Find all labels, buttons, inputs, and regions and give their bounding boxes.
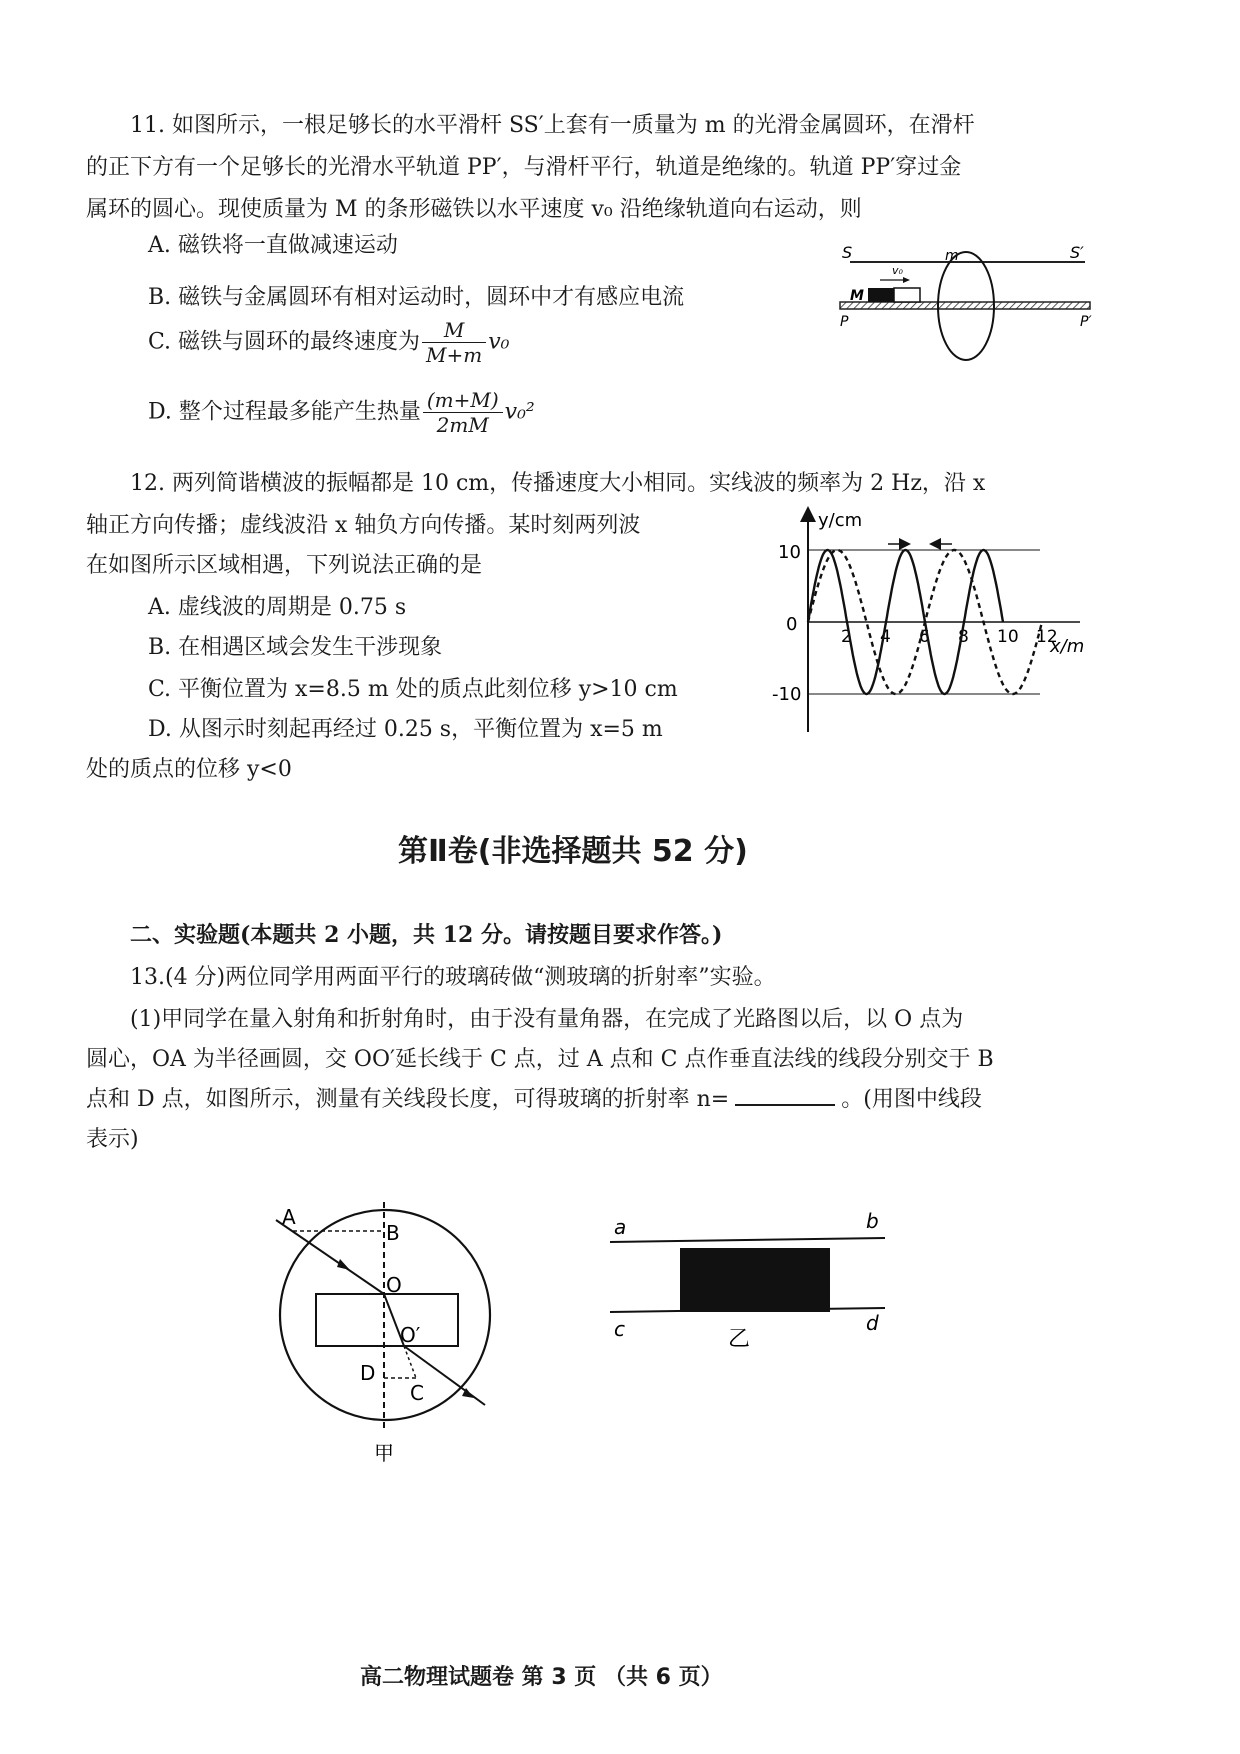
- section-2-title: 第Ⅱ卷(非选择题共 52 分): [398, 834, 748, 869]
- q11-line1: 11. 如图所示，一根足够长的水平滑杆 SS′上套有一质量为 m 的光滑金属圆环，在滑杆: [130, 113, 975, 138]
- ring-label-m: m: [945, 248, 959, 264]
- point-d-lower-label: d: [866, 1311, 879, 1335]
- point-d-label: D: [360, 1361, 376, 1385]
- point-b-label: B: [386, 1221, 400, 1245]
- incident-arrow-head: [337, 1259, 350, 1270]
- q11-option-d-suffix: v₀²: [504, 399, 535, 425]
- q11-option-c-prefix: C. 磁铁与圆环的最终速度为: [148, 329, 421, 355]
- magnet-label-m: M: [850, 288, 864, 304]
- x-axis-label: x/m: [1050, 636, 1085, 657]
- q13-part1-line1: (1)甲同学在量入射角和折射角时，由于没有量角器，在完成了光路图以后，以 O 点为: [130, 1007, 964, 1032]
- q13-part1-line4: 表示): [86, 1127, 139, 1152]
- q12-option-c: C. 平衡位置为 x=8.5 m 处的质点此刻位移 y>10 cm: [148, 677, 678, 702]
- q11-option-d-prefix: D. 整个过程最多能产生热量: [148, 399, 421, 425]
- magnet-light-half: [894, 288, 920, 302]
- q11-option-b: B. 磁铁与金属圆环有相对运动时，圆环中才有感应电流: [148, 285, 685, 310]
- q11-line2: 的正下方有一个足够长的光滑水平轨道 PP′，与滑杆平行，轨道是绝缘的。轨道 PP′穿过金: [86, 155, 962, 180]
- q11-option-c-suffix: v₀: [488, 329, 510, 355]
- q11-line3: 属环的圆心。现使质量为 M 的条形磁铁以水平速度 v₀ 沿绝缘轨道向右运动，则: [86, 197, 862, 222]
- wave-graph: [760, 500, 1100, 740]
- figure-yi: [610, 1200, 910, 1350]
- insulated-track: [840, 302, 1090, 309]
- y-axis-label: y/cm: [818, 510, 863, 531]
- point-a-lower-label: a: [614, 1215, 627, 1239]
- q11-option-c-denominator: M+m: [426, 343, 483, 367]
- q11-option-d: [148, 388, 535, 437]
- q12-option-b: B. 在相遇区域会发生干涉现象: [148, 635, 443, 660]
- q13-part1-line3-tail: 。(用图中线段: [841, 1087, 982, 1112]
- q11-option-a: A. 磁铁将一直做减速运动: [148, 233, 398, 258]
- x-tick-10: 10: [997, 627, 1019, 647]
- q11-option-d-numerator: (m+M): [423, 388, 503, 413]
- y-tick-neg10: -10: [772, 684, 802, 705]
- page-footer: 高二物理试题卷 第 3 页 （共 6 页）: [360, 1665, 723, 1690]
- figure-jia: [260, 1200, 520, 1470]
- q13-part1-line2: 圆心，OA 为半径画圆，交 OO′延长线于 C 点，过 A 点和 C 点作垂直法线的线段分别交于 B: [86, 1047, 994, 1072]
- q11-option-c-numerator: M: [422, 318, 486, 343]
- q11-option-c: [148, 318, 510, 367]
- x-tick-8: 8: [958, 627, 969, 647]
- answer-blank[interactable]: [735, 1086, 835, 1106]
- q11-option-c-fraction: [422, 318, 486, 367]
- q12-option-d: D. 从图示时刻起再经过 0.25 s，平衡位置为 x=5 m: [148, 717, 663, 742]
- track-label-p: P: [840, 314, 849, 330]
- point-c-lower-label: c: [614, 1317, 625, 1341]
- line-ab: [610, 1238, 885, 1242]
- x-tick-6: 6: [919, 627, 930, 647]
- glass-brick-yi: [680, 1248, 830, 1312]
- q11-option-d-denominator: 2mM: [436, 413, 489, 437]
- point-o-prime-label: O′: [400, 1323, 421, 1347]
- magnet-dark-half: [868, 288, 894, 302]
- figure-yi-caption: 乙: [728, 1327, 751, 1350]
- part-2-heading: 二、实验题(本题共 2 小题，共 12 分。请按题目要求作答。): [130, 922, 723, 948]
- q11-figure: [830, 240, 1100, 390]
- x-tick-labels: [841, 627, 1058, 647]
- track-label-p-prime: P′: [1080, 314, 1092, 330]
- point-a-label: A: [282, 1205, 296, 1229]
- x-tick-2: 2: [841, 627, 852, 647]
- x-tick-12: 12: [1036, 627, 1058, 647]
- velocity-arrow-head: [903, 277, 910, 283]
- q12-line3: 在如图所示区域相遇，下列说法正确的是: [86, 553, 483, 578]
- x-tick-4: 4: [880, 627, 891, 647]
- q13-intro: 13.(4 分)两位同学用两面平行的玻璃砖做“测玻璃的折射率”实验。: [130, 965, 776, 990]
- point-b-lower-label: b: [866, 1209, 879, 1233]
- q12-line1: 12. 两列简谐横波的振幅都是 10 cm，传播速度大小相同。实线波的频率为 2 Hz，沿 x: [130, 471, 986, 496]
- figure-jia-caption: 甲: [374, 1441, 394, 1465]
- q12-line2: 轴正方向传播；虚线波沿 x 轴负方向传播。某时刻两列波: [86, 513, 641, 538]
- q13-part1-line3-text: 点和 D 点，如图所示，测量有关线段长度，可得玻璃的折射率 n=: [86, 1087, 730, 1112]
- velocity-label: v₀: [892, 264, 903, 277]
- q12-option-a: A. 虚线波的周期是 0.75 s: [148, 595, 407, 620]
- y-tick-10: 10: [778, 542, 801, 563]
- y-tick-0: 0: [786, 614, 798, 635]
- q11-option-d-fraction: [423, 388, 503, 437]
- point-o-label: O: [386, 1273, 402, 1297]
- q13-part1-line3: [86, 1082, 982, 1113]
- q12-option-d-continued: 处的质点的位移 y<0: [86, 757, 292, 782]
- rod-label-s: S: [842, 243, 853, 262]
- rod-label-s-prime: S′: [1070, 243, 1084, 262]
- point-c-label: C: [410, 1381, 424, 1405]
